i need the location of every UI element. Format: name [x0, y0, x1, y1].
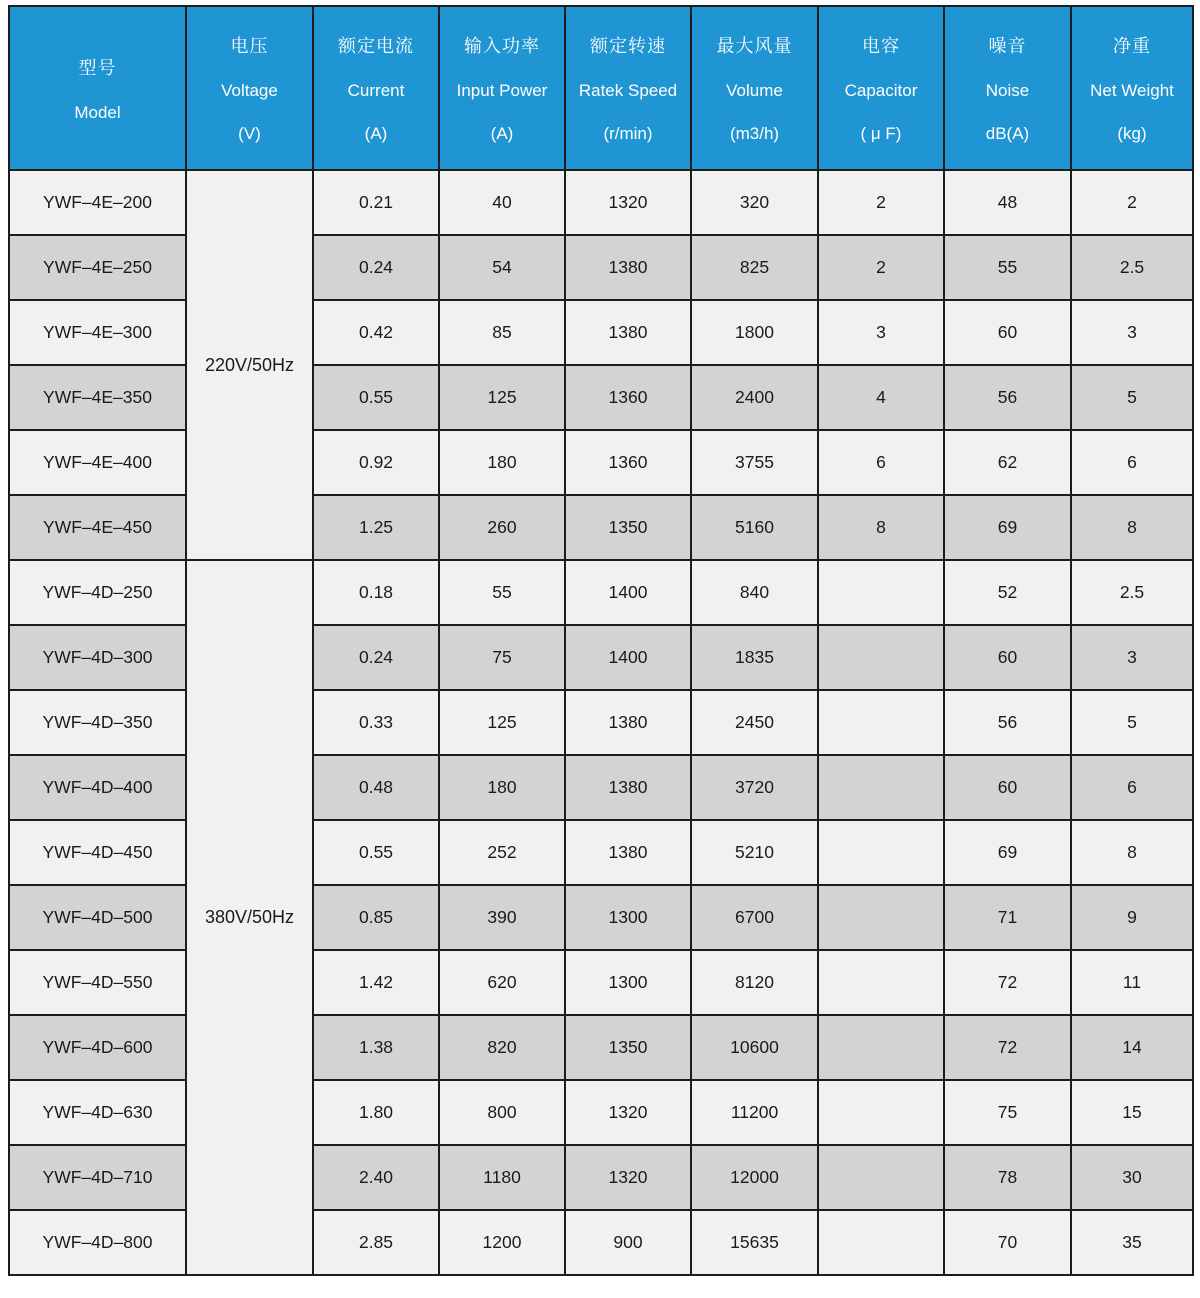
- header-cell-volume: [691, 6, 818, 170]
- header-en-label: Ratek Speed: [578, 81, 678, 100]
- input-power-cell: 85: [439, 300, 565, 365]
- current-cell: 0.55: [313, 820, 439, 885]
- input-power-cell: 54: [439, 235, 565, 300]
- model-cell: YWF–4D–300: [9, 625, 186, 690]
- current-cell: 1.42: [313, 950, 439, 1015]
- header-label-stack: [1072, 32, 1192, 144]
- noise-cell: 70: [944, 1210, 1071, 1275]
- volume-cell: 8120: [691, 950, 818, 1015]
- speed-cell: 1320: [565, 1080, 691, 1145]
- capacitor-cell: [818, 1210, 944, 1275]
- speed-cell: 1380: [565, 755, 691, 820]
- model-cell: YWF–4E–300: [9, 300, 186, 365]
- current-cell: 0.42: [313, 300, 439, 365]
- speed-cell: 1380: [565, 300, 691, 365]
- capacitor-cell: [818, 820, 944, 885]
- input-power-cell: 125: [439, 690, 565, 755]
- header-en-label: Current: [347, 81, 405, 100]
- capacitor-cell: 4: [818, 365, 944, 430]
- speed-cell: 1400: [565, 625, 691, 690]
- net-weight-cell: 15: [1071, 1080, 1193, 1145]
- input-power-cell: 55: [439, 560, 565, 625]
- volume-cell: 6700: [691, 885, 818, 950]
- noise-cell: 55: [944, 235, 1071, 300]
- input-power-cell: 1200: [439, 1210, 565, 1275]
- net-weight-cell: 6: [1071, 755, 1193, 820]
- current-cell: 2.40: [313, 1145, 439, 1210]
- model-cell: YWF–4D–630: [9, 1080, 186, 1145]
- input-power-cell: 180: [439, 755, 565, 820]
- model-cell: YWF–4D–710: [9, 1145, 186, 1210]
- volume-cell: 3720: [691, 755, 818, 820]
- model-cell: YWF–4E–450: [9, 495, 186, 560]
- net-weight-cell: 5: [1071, 690, 1193, 755]
- header-zh-label: 电容: [862, 36, 900, 56]
- net-weight-cell: 6: [1071, 430, 1193, 495]
- header-cell-net-weight: [1071, 6, 1193, 170]
- capacitor-cell: 6: [818, 430, 944, 495]
- voltage-cell: 380V/50Hz: [186, 560, 313, 1275]
- noise-cell: 56: [944, 690, 1071, 755]
- net-weight-cell: 8: [1071, 495, 1193, 560]
- capacitor-cell: 2: [818, 235, 944, 300]
- table-header: [9, 6, 1193, 170]
- input-power-cell: 820: [439, 1015, 565, 1080]
- speed-cell: 1320: [565, 1145, 691, 1210]
- speed-cell: 1380: [565, 235, 691, 300]
- current-cell: 0.92: [313, 430, 439, 495]
- current-cell: 0.24: [313, 625, 439, 690]
- noise-cell: 52: [944, 560, 1071, 625]
- header-zh-label: 额定转速: [590, 36, 666, 56]
- volume-cell: 840: [691, 560, 818, 625]
- volume-cell: 2400: [691, 365, 818, 430]
- volume-cell: 12000: [691, 1145, 818, 1210]
- input-power-cell: 620: [439, 950, 565, 1015]
- header-row: [9, 6, 1193, 170]
- header-zh-label: 噪音: [988, 36, 1027, 56]
- header-zh-label: 输入功率: [464, 36, 540, 56]
- speed-cell: 1380: [565, 690, 691, 755]
- net-weight-cell: 8: [1071, 820, 1193, 885]
- header-cell-capacitor: [818, 6, 944, 170]
- noise-cell: 71: [944, 885, 1071, 950]
- speed-cell: 1300: [565, 950, 691, 1015]
- noise-cell: 75: [944, 1080, 1071, 1145]
- current-cell: 0.55: [313, 365, 439, 430]
- capacitor-cell: [818, 690, 944, 755]
- capacitor-cell: [818, 885, 944, 950]
- header-en-label: Voltage: [221, 81, 278, 100]
- input-power-cell: 40: [439, 170, 565, 235]
- current-cell: 1.25: [313, 495, 439, 560]
- header-cell-noise: [944, 6, 1071, 170]
- volume-cell: 1835: [691, 625, 818, 690]
- net-weight-cell: 11: [1071, 950, 1193, 1015]
- header-unit-label: (kg): [1117, 124, 1147, 143]
- model-cell: YWF–4D–550: [9, 950, 186, 1015]
- header-zh-label: 最大风量: [716, 36, 793, 56]
- model-cell: YWF–4E–200: [9, 170, 186, 235]
- header-label-stack: [10, 54, 185, 123]
- header-unit-label: (V): [238, 124, 261, 143]
- volume-cell: 1800: [691, 300, 818, 365]
- capacitor-cell: [818, 950, 944, 1015]
- table-body: [9, 170, 1193, 1275]
- model-cell: YWF–4D–250: [9, 560, 186, 625]
- net-weight-cell: 30: [1071, 1145, 1193, 1210]
- header-unit-label: (m3/h): [729, 124, 780, 143]
- header-zh-label: 电压: [230, 36, 269, 56]
- noise-cell: 69: [944, 495, 1071, 560]
- header-en-label: Noise: [985, 81, 1030, 100]
- net-weight-cell: 3: [1071, 625, 1193, 690]
- volume-cell: 15635: [691, 1210, 818, 1275]
- volume-cell: 10600: [691, 1015, 818, 1080]
- voltage-cell: 220V/50Hz: [186, 170, 313, 560]
- current-cell: 0.18: [313, 560, 439, 625]
- fan-specification-table: [8, 5, 1194, 1276]
- net-weight-cell: 3: [1071, 300, 1193, 365]
- model-cell: YWF–4D–800: [9, 1210, 186, 1275]
- header-label-stack: [314, 32, 438, 144]
- capacitor-cell: [818, 625, 944, 690]
- volume-cell: 320: [691, 170, 818, 235]
- capacitor-cell: [818, 755, 944, 820]
- net-weight-cell: 5: [1071, 365, 1193, 430]
- input-power-cell: 252: [439, 820, 565, 885]
- noise-cell: 72: [944, 1015, 1071, 1080]
- capacitor-cell: 8: [818, 495, 944, 560]
- header-en-label: Model: [74, 102, 121, 122]
- noise-cell: 78: [944, 1145, 1071, 1210]
- speed-cell: 1300: [565, 885, 691, 950]
- net-weight-cell: 35: [1071, 1210, 1193, 1275]
- model-cell: YWF–4D–450: [9, 820, 186, 885]
- header-unit-label: dB(A): [985, 124, 1030, 143]
- model-cell: YWF–4D–500: [9, 885, 186, 950]
- net-weight-cell: 2.5: [1071, 560, 1193, 625]
- net-weight-cell: 14: [1071, 1015, 1193, 1080]
- volume-cell: 825: [691, 235, 818, 300]
- header-cell-ratek-speed: [565, 6, 691, 170]
- speed-cell: 1380: [565, 820, 691, 885]
- header-cell-current: [313, 6, 439, 170]
- current-cell: 0.21: [313, 170, 439, 235]
- current-cell: 0.48: [313, 755, 439, 820]
- model-cell: YWF–4D–400: [9, 755, 186, 820]
- noise-cell: 48: [944, 170, 1071, 235]
- speed-cell: 1350: [565, 495, 691, 560]
- table-row: [9, 560, 1193, 625]
- speed-cell: 900: [565, 1210, 691, 1275]
- current-cell: 1.38: [313, 1015, 439, 1080]
- current-cell: 0.85: [313, 885, 439, 950]
- net-weight-cell: 2: [1071, 170, 1193, 235]
- volume-cell: 11200: [691, 1080, 818, 1145]
- speed-cell: 1400: [565, 560, 691, 625]
- volume-cell: 2450: [691, 690, 818, 755]
- model-cell: YWF–4E–400: [9, 430, 186, 495]
- noise-cell: 62: [944, 430, 1071, 495]
- input-power-cell: 260: [439, 495, 565, 560]
- capacitor-cell: [818, 560, 944, 625]
- header-label-stack: [692, 32, 817, 144]
- header-unit-label: (A): [364, 124, 388, 143]
- header-label-stack: [187, 32, 312, 144]
- input-power-cell: 125: [439, 365, 565, 430]
- volume-cell: 5160: [691, 495, 818, 560]
- model-cell: YWF–4D–600: [9, 1015, 186, 1080]
- header-zh-label: 净重: [1113, 36, 1151, 56]
- noise-cell: 60: [944, 755, 1071, 820]
- model-cell: YWF–4E–350: [9, 365, 186, 430]
- capacitor-cell: [818, 1145, 944, 1210]
- current-cell: 0.33: [313, 690, 439, 755]
- header-en-label: Volume: [726, 81, 783, 100]
- header-en-label: Capacitor: [844, 81, 918, 100]
- speed-cell: 1320: [565, 170, 691, 235]
- noise-cell: 60: [944, 300, 1071, 365]
- header-unit-label: (r/min): [603, 124, 653, 143]
- header-zh-label: 额定电流: [338, 36, 414, 56]
- volume-cell: 3755: [691, 430, 818, 495]
- noise-cell: 69: [944, 820, 1071, 885]
- current-cell: 0.24: [313, 235, 439, 300]
- speed-cell: 1350: [565, 1015, 691, 1080]
- speed-cell: 1360: [565, 430, 691, 495]
- noise-cell: 72: [944, 950, 1071, 1015]
- input-power-cell: 800: [439, 1080, 565, 1145]
- net-weight-cell: 9: [1071, 885, 1193, 950]
- header-label-stack: [819, 32, 943, 144]
- net-weight-cell: 2.5: [1071, 235, 1193, 300]
- capacitor-cell: 2: [818, 170, 944, 235]
- header-en-label: Input Power: [456, 81, 548, 100]
- input-power-cell: 75: [439, 625, 565, 690]
- header-zh-label: 型号: [78, 57, 117, 78]
- noise-cell: 60: [944, 625, 1071, 690]
- table-row: [9, 170, 1193, 235]
- volume-cell: 5210: [691, 820, 818, 885]
- model-cell: YWF–4D–350: [9, 690, 186, 755]
- model-cell: YWF–4E–250: [9, 235, 186, 300]
- header-unit-label: (A): [490, 124, 514, 143]
- header-label-stack: [440, 32, 564, 144]
- header-unit-label: ( μ F): [860, 124, 902, 143]
- header-cell-voltage: [186, 6, 313, 170]
- input-power-cell: 1180: [439, 1145, 565, 1210]
- capacitor-cell: [818, 1015, 944, 1080]
- input-power-cell: 390: [439, 885, 565, 950]
- noise-cell: 56: [944, 365, 1071, 430]
- current-cell: 1.80: [313, 1080, 439, 1145]
- speed-cell: 1360: [565, 365, 691, 430]
- header-cell-input-power: [439, 6, 565, 170]
- input-power-cell: 180: [439, 430, 565, 495]
- capacitor-cell: [818, 1080, 944, 1145]
- capacitor-cell: 3: [818, 300, 944, 365]
- header-cell-model: [9, 6, 186, 170]
- current-cell: 2.85: [313, 1210, 439, 1275]
- header-label-stack: [566, 32, 690, 144]
- header-en-label: Net Weight: [1090, 81, 1174, 100]
- header-label-stack: [945, 32, 1070, 144]
